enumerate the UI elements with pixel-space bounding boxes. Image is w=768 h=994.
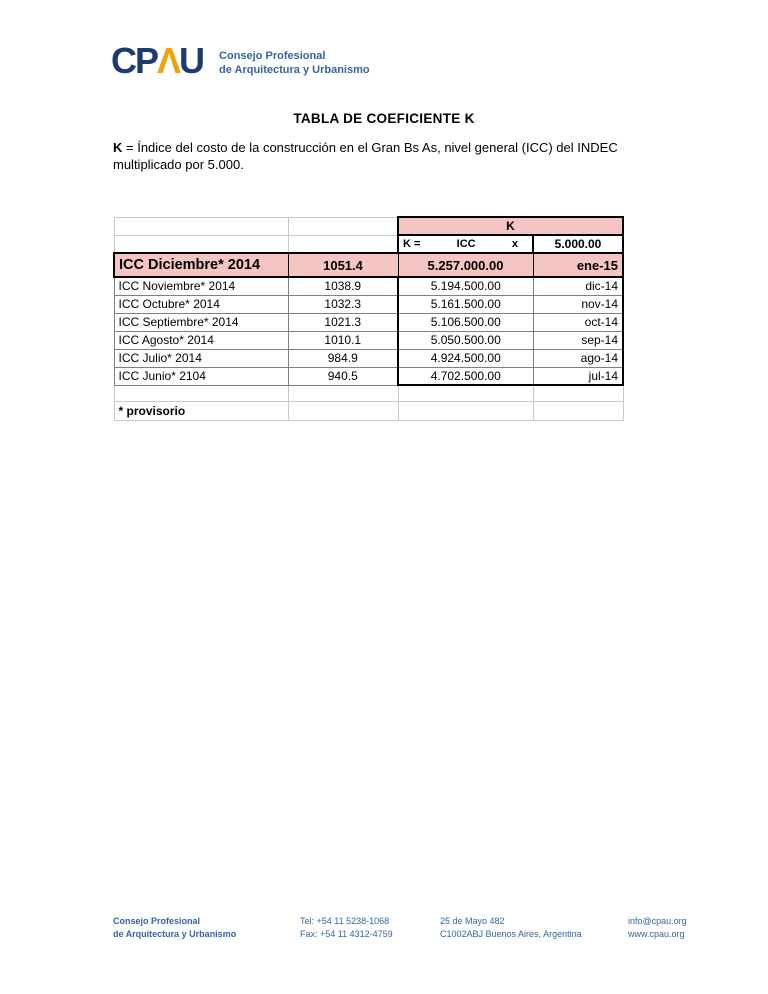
empty-cell	[288, 385, 398, 401]
intro-paragraph	[113, 139, 673, 173]
empty-cell	[114, 235, 288, 253]
footnote-cell: * provisorio	[114, 401, 288, 420]
formula-k-eq: K =	[403, 238, 421, 250]
footer-org	[113, 915, 236, 940]
coefficient-table	[113, 216, 624, 421]
highlight-row	[114, 253, 623, 277]
empty-cell	[114, 385, 288, 401]
row-icc-cell: 984.9	[288, 349, 398, 367]
table-row	[114, 367, 623, 385]
formula-x: x	[511, 238, 518, 250]
row-value-cell: 4.702.500.00	[398, 367, 533, 385]
row-label-cell: ICC Diciembre* 2014	[114, 253, 288, 277]
formula-factor-cell: 5.000.00	[533, 235, 623, 253]
row-value-cell: 5.106.500.00	[398, 313, 533, 331]
table-row	[114, 277, 623, 295]
row-icc-cell: 1051.4	[288, 253, 398, 277]
table-row	[114, 295, 623, 313]
row-label-cell: ICC Octubre* 2014	[114, 295, 288, 313]
row-month-cell: sep-14	[533, 331, 623, 349]
page-title: TABLA DE COEFICIENTE K	[293, 111, 475, 126]
footer-org-line2: de Arquitectura y Urbanismo	[113, 928, 237, 939]
row-value-cell: 5.194.500.00	[398, 277, 533, 295]
row-label-cell: ICC Agosto* 2014	[114, 331, 288, 349]
table-row	[114, 349, 623, 367]
cpau-wordmark	[111, 40, 204, 81]
footer-website: www.cpau.org	[628, 928, 685, 939]
empty-cell	[288, 401, 398, 420]
empty-cell	[114, 217, 288, 235]
k-header-cell: K	[398, 217, 623, 235]
formula-cell	[398, 235, 533, 253]
empty-cell	[288, 217, 398, 235]
table-row	[114, 313, 623, 331]
row-month-cell: jul-14	[533, 367, 623, 385]
empty-cell	[398, 401, 533, 420]
row-month-cell: ene-15	[533, 253, 623, 277]
row-label-cell: ICC Junio* 2104	[114, 367, 288, 385]
footer-phone	[300, 915, 393, 940]
tagline-line1: Consejo Profesional	[219, 50, 326, 62]
footer-fax: Fax: +54 11 4312-4759	[300, 928, 393, 939]
row-month-cell: nov-14	[533, 295, 623, 313]
cpau-logo	[111, 40, 370, 81]
table-row	[114, 331, 623, 349]
row-month-cell: ago-14	[533, 349, 623, 367]
intro-k-label: K	[113, 140, 123, 155]
footer-org-line1: Consejo Profesional	[113, 916, 201, 926]
footer-contact	[628, 915, 687, 940]
empty-row	[114, 385, 623, 401]
row-month-cell: dic-14	[533, 277, 623, 295]
row-value-cell: 4.924.500.00	[398, 349, 533, 367]
row-icc-cell: 1032.3	[288, 295, 398, 313]
row-icc-cell: 940.5	[288, 367, 398, 385]
row-label-cell: ICC Septiembre* 2014	[114, 313, 288, 331]
row-month-cell: oct-14	[533, 313, 623, 331]
footnote-row	[114, 401, 623, 420]
formula-row	[114, 235, 623, 253]
row-icc-cell: 1010.1	[288, 331, 398, 349]
intro-text: = Índice del costo de la construcción en el Gran Bs As, nivel general (ICC) del INDEC multiplicado por 5.000.	[113, 140, 618, 173]
row-icc-cell: 1021.3	[288, 313, 398, 331]
row-value-cell: 5.257.000.00	[398, 253, 533, 277]
footer-addr-line1: 25 de Mayo 482	[440, 916, 505, 926]
logo-tagline	[219, 49, 370, 78]
row-value-cell: 5.161.500.00	[398, 295, 533, 313]
row-label-cell: ICC Noviembre* 2014	[114, 277, 288, 295]
row-icc-cell: 1038.9	[288, 277, 398, 295]
logo-caret-icon: Λ	[157, 40, 180, 81]
footer-addr-line2: C1002ABJ Buenos Aires, Argentina	[440, 928, 582, 939]
empty-cell	[533, 401, 623, 420]
empty-cell	[533, 385, 623, 401]
logo-u: U	[179, 40, 204, 81]
row-label-cell: ICC Julio* 2014	[114, 349, 288, 367]
logo-cp: CP	[111, 40, 158, 81]
tagline-line2: de Arquitectura y Urbanismo	[219, 64, 370, 77]
row-value-cell: 5.050.500.00	[398, 331, 533, 349]
header-row-k	[114, 217, 623, 235]
formula-icc: ICC	[456, 238, 476, 250]
footer-tel: Tel: +54 11 5238-1068	[300, 916, 390, 926]
empty-cell	[398, 385, 533, 401]
footer-email: info@cpau.org	[628, 916, 687, 926]
empty-cell	[288, 235, 398, 253]
footer-address	[440, 915, 582, 940]
